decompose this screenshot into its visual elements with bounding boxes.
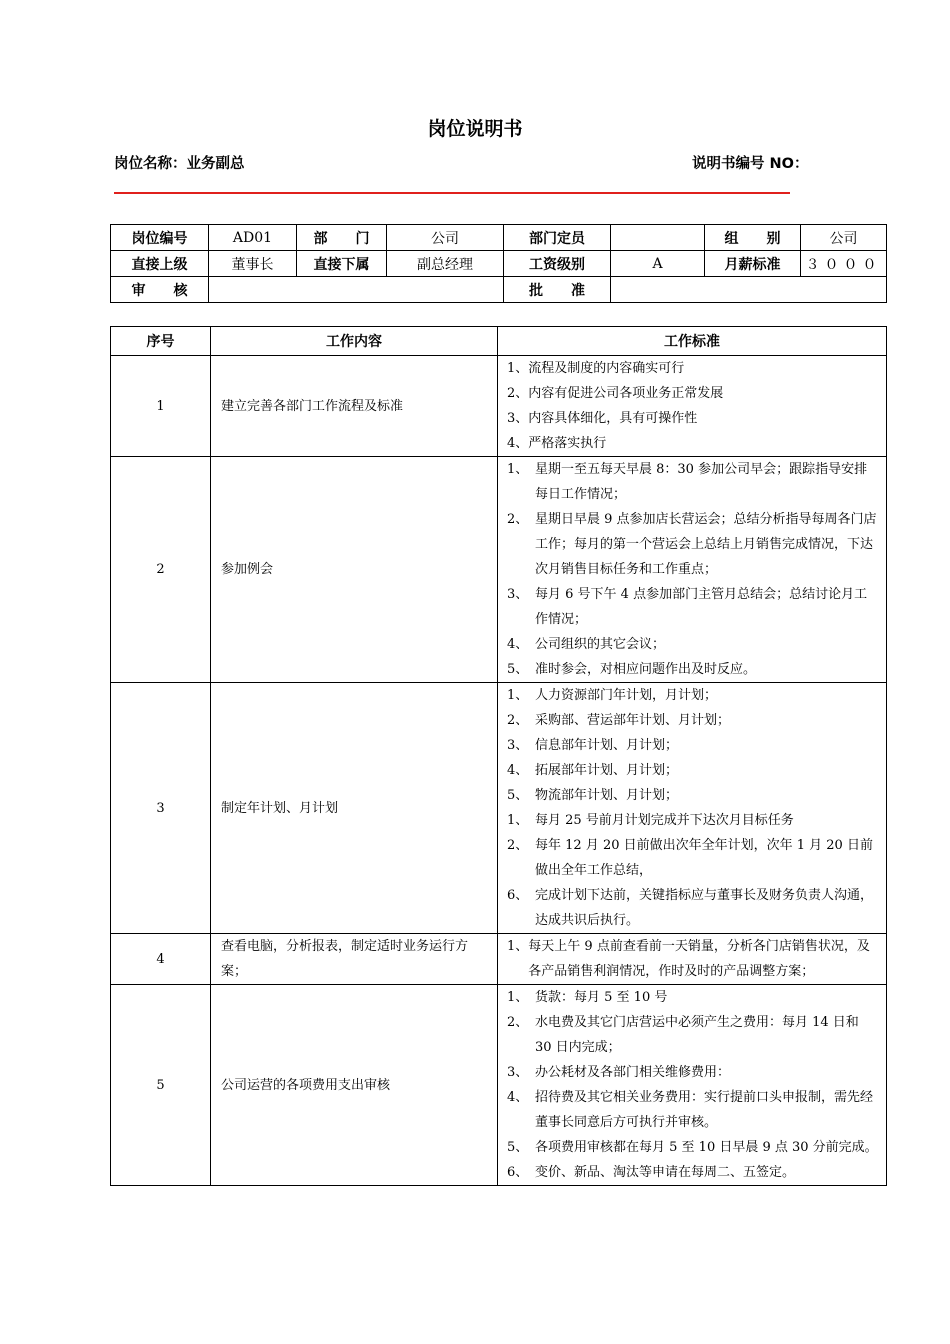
standard-item: [507, 883, 879, 933]
row-number: 3: [111, 683, 211, 934]
standard-item-text: 信息部年计划、月计划；: [535, 738, 679, 753]
standard-item-text: 物流部年计划、月计划；: [535, 788, 679, 803]
standard-item-text: 拓展部年计划、月计划；: [535, 763, 679, 778]
standard-item: [507, 808, 879, 833]
standard-item: [507, 381, 879, 406]
standard-item-number: 5、: [507, 788, 529, 803]
standard-item-number: 6、: [507, 888, 529, 903]
standard-item-number: 6、: [507, 1165, 529, 1180]
row-number: 1: [111, 356, 211, 457]
standard-item-number: 1、: [507, 990, 529, 1005]
standard-item-text: 星期日早晨 9 点参加店长营运会；总结分析指导每周各门店工作；每月的第一个营运会上总结上月销售完成情况，下达次月销售目标任务和工作重点；: [535, 512, 877, 577]
standard-item-text: 每月 25 号前月计划完成并下达次月目标任务: [535, 813, 794, 828]
standard-item: [507, 708, 879, 733]
standard-item-text: 货款：每月 5 至 10 号: [535, 990, 668, 1005]
standard-item: [507, 1135, 879, 1160]
standard-item-text: 水电费及其它门店营运中必须产生之费用：每月 14 日和 30 日内完成；: [535, 1015, 859, 1055]
standard-item: [507, 833, 879, 883]
standard-item-number: 2、: [507, 386, 529, 401]
row-number: 5: [111, 985, 211, 1186]
standard-item: [507, 582, 879, 632]
standard-item-number: 4、: [507, 763, 529, 778]
dept-label: 部 门: [297, 225, 387, 251]
standard-item: [507, 733, 879, 758]
document-title: 岗位说明书: [427, 118, 523, 140]
review-value: [209, 277, 504, 303]
standard-item-number: 2、: [507, 713, 529, 728]
duties-table: [110, 326, 887, 1186]
standard-item-text: 各项费用审核都在每月 5 至 10 日早晨 9 点 30 分前完成。: [535, 1140, 878, 1155]
standard-item-text: 星期一至五每天早晨 8：30 参加公司早会；跟踪指导安排每日工作情况；: [535, 462, 868, 502]
standard-item-number: 5、: [507, 662, 529, 677]
group-label: 组 别: [705, 225, 801, 251]
standard-item: [507, 1010, 879, 1060]
standard-item-number: 4、: [507, 637, 529, 652]
work-standard: [498, 457, 887, 683]
grade-value: A: [611, 251, 705, 277]
row-number: 2: [111, 457, 211, 683]
standard-item: [507, 457, 879, 507]
doc-number-label: 说明书编号 NO：: [692, 156, 809, 172]
work-content: 参加例会: [211, 457, 498, 683]
standard-item-text: 办公耗材及各部门相关维修费用：: [535, 1065, 731, 1080]
standard-item-number: 3、: [507, 411, 529, 426]
standard-item-text: 内容具体细化，具有可操作性: [528, 411, 698, 426]
work-content: 公司运营的各项费用支出审核: [211, 985, 498, 1186]
headcount-label: 部门定员: [504, 225, 611, 251]
standard-item: [507, 406, 879, 431]
approve-value: [611, 277, 887, 303]
standard-item: [507, 507, 879, 582]
subordinate-value: 副总经理: [387, 251, 504, 277]
standard-item-number: 3、: [507, 587, 529, 602]
salary-label: 月薪标准: [705, 251, 801, 277]
standard-item-number: 1、: [507, 462, 529, 477]
review-label: 审 核: [111, 277, 209, 303]
standard-item-text: 公司组织的其它会议；: [535, 637, 666, 652]
group-value: 公司: [801, 225, 887, 251]
standard-item-number: 3、: [507, 1065, 529, 1080]
table-row: [111, 683, 887, 934]
standard-item: [507, 1160, 879, 1185]
standard-item-text: 准时参会，对相应问题作出及时反应。: [535, 662, 757, 677]
standard-item-text: 每天上午 9 点前查看前一天销量，分析各门店销售状况，及各产品销售利润情况，作时及时的产品调整方案；: [528, 939, 870, 979]
standard-item: [507, 783, 879, 808]
work-standard: [498, 356, 887, 457]
standard-item-text: 每月 6 号下午 4 点参加部门主管月总结会；总结讨论月工作情况；: [535, 587, 868, 627]
standard-item-text: 流程及制度的内容确实可行: [528, 361, 685, 376]
standard-item: [507, 632, 879, 657]
header-task: 工作内容: [211, 327, 498, 356]
standard-item-number: 2、: [507, 512, 529, 527]
pos-code-label: 岗位编号: [111, 225, 209, 251]
standard-item-text: 每年 12 月 20 日前做出次年全年计划，次年 1 月 20 日前做出全年工作总结，: [535, 838, 873, 878]
work-content: 查看电脑，分析报表，制定适时业务运行方案；: [211, 934, 498, 985]
work-content: 建立完善各部门工作流程及标准: [211, 356, 498, 457]
row-number: 4: [111, 934, 211, 985]
table-row: [111, 934, 887, 985]
standard-item-text: 人力资源部门年计划，月计划；: [535, 688, 718, 703]
standard-item: [507, 985, 879, 1010]
work-standard: [498, 934, 887, 985]
salary-value: ３０００: [801, 251, 887, 277]
standard-item-text: 内容有促进公司各项业务正常发展: [528, 386, 724, 401]
subordinate-label: 直接下属: [297, 251, 387, 277]
standard-item-number: 1、: [507, 688, 529, 703]
standard-item: [507, 1085, 879, 1135]
standard-item-number: 4、: [507, 436, 529, 451]
standard-item: [507, 1060, 879, 1085]
position-info-table: [110, 224, 887, 303]
standard-item: [507, 431, 879, 456]
header-no: 序号: [111, 327, 211, 356]
standard-item: [507, 356, 879, 381]
headcount-value: [611, 225, 705, 251]
standard-item-number: 3、: [507, 738, 529, 753]
standard-item: [507, 934, 879, 984]
header-standard: 工作标准: [498, 327, 887, 356]
standard-item-text: 采购部、营运部年计划、月计划；: [535, 713, 731, 728]
standard-item-text: 招待费及其它相关业务费用：实行提前口头申报制，需先经董事长同意后方可执行并审核。: [535, 1090, 874, 1130]
standard-item: [507, 657, 879, 682]
standard-item-number: 5、: [507, 1140, 529, 1155]
table-row: [111, 985, 887, 1186]
standard-item-number: 2、: [507, 1015, 529, 1030]
standard-item-number: 1、: [507, 939, 529, 954]
standard-item-text: 变价、新品、淘汰等申请在每周二、五签定。: [535, 1165, 796, 1180]
superior-label: 直接上级: [111, 251, 209, 277]
standard-item: [507, 758, 879, 783]
superior-value: 董事长: [209, 251, 297, 277]
dept-value: 公司: [387, 225, 504, 251]
standard-item-number: 1、: [507, 361, 529, 376]
work-standard: [498, 683, 887, 934]
work-content: 制定年计划、月计划: [211, 683, 498, 934]
table-row: [111, 457, 887, 683]
grade-label: 工资级别: [504, 251, 611, 277]
standard-item-text: 严格落实执行: [528, 436, 607, 451]
red-divider: [114, 192, 790, 194]
table-row: [111, 356, 887, 457]
position-name: 岗位名称：业务副总: [114, 156, 245, 172]
standard-item-text: 完成计划下达前，关键指标应与董事长及财务负责人沟通，达成共识后执行。: [535, 888, 874, 928]
pos-code-value: AD01: [209, 225, 297, 251]
standard-item-number: 2、: [507, 838, 529, 853]
standard-item-number: 1、: [507, 813, 529, 828]
work-standard: [498, 985, 887, 1186]
approve-label: 批 准: [504, 277, 611, 303]
standard-item: [507, 683, 879, 708]
standard-item-number: 4、: [507, 1090, 529, 1105]
